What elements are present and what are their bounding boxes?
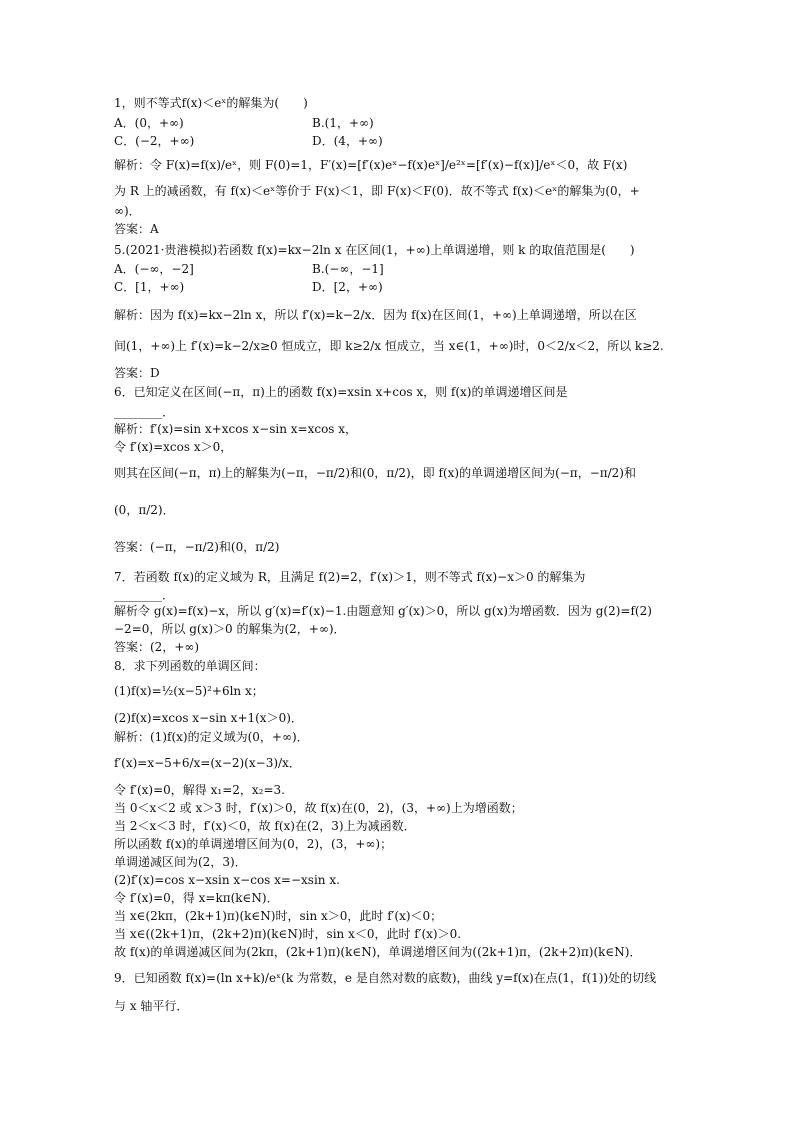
line-31: 单调递减区间为(2，3)．	[114, 855, 247, 869]
option-d: D．(4，+∞)	[312, 134, 383, 148]
line-14: 则其在区间(−π，π)上的解集为(−π，−π/2)和(0，π/2)，即 f(x)的单调递增区间为(−π，−π/2)和	[114, 466, 636, 480]
line-12: 解析：f′(x)=sin x+xcos x−sin x=xcos x，	[114, 422, 358, 436]
line-8: 间(1，+∞)上 f′(x)=k−2/x≥0 恒成立，即 k≥2/x 恒成立，当 x∈(1，+∞)时，0＜2/x＜2，所以 k≥2.	[114, 339, 664, 353]
line-10: 6．已知定义在区间(−π，π)上的函数 f(x)=xsin x+cos x，则 f(x)的单调递增区间是	[114, 385, 568, 399]
line-37: 9．已知函数 f(x)=(ln x+k)/eˣ(k 为常数，e 是自然对数的底数)，曲线 y=f(x)在点(1，f(1))处的切线	[114, 971, 657, 985]
line-15: (0，π/2)．	[114, 503, 175, 517]
line-32: (2)f′(x)=cos x−xsin x−cos x=−xsin x.	[114, 873, 340, 887]
line-35: 当 x∈((2k+1)π，(2k+2)π)(k∈N)时，sin x＜0，此时 f′(x)＞0.	[114, 927, 462, 941]
line-28: 当 0＜x＜2 或 x＞3 时，f′(x)＞0，故 f(x)在(0，2)，(3，+∞)上为增函数；	[114, 801, 523, 815]
line-2: 解析：令 F(x)=f(x)/eˣ，则 F(0)=1，F′(x)=[f′(x)eˣ−f(x)eˣ]/e²ˣ=[f′(x)−f(x)]/eˣ＜0，故 F(x)	[114, 158, 628, 172]
line-16: 答案：(−π，−π/2)和(0，π/2)	[114, 540, 280, 554]
line-34: 当 x∈(2kπ，(2k+1)π)(k∈N)时，sin x＞0，此时 f′(x)＜0；	[114, 909, 443, 923]
option-d2: D．[2，+∞)	[312, 280, 383, 294]
line-13: 令 f′(x)=xcos x＞0，	[114, 440, 233, 454]
line-38: 与 x 轴平行．	[114, 999, 189, 1013]
line-24: (2)f(x)=xcos x−sin x+1(x＞0)．	[114, 711, 303, 725]
line-21: 答案：(2，+∞)	[114, 640, 200, 654]
line-5: 答案：A	[114, 222, 159, 236]
line-25: 解析：(1)f(x)的定义域为(0，+∞)．	[114, 730, 309, 744]
line-36: 故 f(x)的单调递减区间为(2kπ，(2k+1)π)(k∈N)，单调递增区间为((2k+1)π，(2k+2)π)(k∈N)．	[114, 945, 642, 959]
line-29: 当 2＜x＜3 时，f′(x)＜0，故 f(x)在(2，3)上为减函数．	[114, 819, 416, 833]
line-6: 5.(2021·贵港模拟)若函数 f(x)=kx−2ln x 在区间(1，+∞)上单调递增，则 k 的取值范围是( )	[114, 243, 635, 257]
line-3: 为 R 上的减函数，有 f(x)＜eˣ等价于 F(x)＜1，即 F(x)＜F(0)．故不等式 f(x)＜eˣ的解集为(0，+	[114, 184, 640, 198]
option-b2: B.(−∞，−1]	[312, 262, 384, 276]
line-18: ________．	[114, 588, 175, 602]
line-7: 解析：因为 f(x)=kx−2ln x，所以 f′(x)=k−2/x．因为 f(x)在区间(1，+∞)上单调递增，所以在区	[114, 308, 637, 322]
line-1: 1，则不等式f(x)＜eˣ的解集为( )	[114, 96, 308, 110]
option-a2: A．(−∞，−2]	[114, 262, 194, 276]
option-c2: C．[1，+∞)	[114, 280, 185, 294]
line-22: 8．求下列函数的单调区间：	[114, 659, 266, 673]
option-a: A．(0，+∞)	[114, 116, 184, 130]
line-33: 令 f′(x)=0，得 x=kπ(k∈N)．	[114, 891, 279, 905]
line-9: 答案：D	[114, 366, 160, 380]
line-27: 令 f′(x)=0，解得 x₁=2，x₂=3.	[114, 783, 285, 797]
option-c: C．(−2，+∞)	[114, 134, 195, 148]
line-23: (1)f(x)=½(x−5)²+6ln x；	[114, 684, 264, 698]
line-17: 7．若函数 f(x)的定义域为 R，且满足 f(2)=2，f′(x)＞1，则不等式 f(x)−x＞0 的解集为	[114, 570, 586, 584]
option-b: B.(1，+∞)	[312, 116, 374, 130]
line-20: −2=0，所以 g(x)＞0 的解集为(2，+∞)．	[114, 622, 346, 636]
line-4: ∞)．	[114, 204, 141, 218]
line-26: f′(x)=x−5+6/x=(x−2)(x−3)/x．	[114, 756, 301, 770]
line-30: 所以函数 f(x)的单调递增区间为(0，2)，(3，+∞)；	[114, 837, 393, 851]
line-19: 解析令 g(x)=f(x)−x，所以 g′(x)=f′(x)−1.由题意知 g′(x)＞0，所以 g(x)为增函数．因为 g(2)=f(2)	[114, 604, 652, 618]
line-11: ________．	[114, 405, 175, 419]
